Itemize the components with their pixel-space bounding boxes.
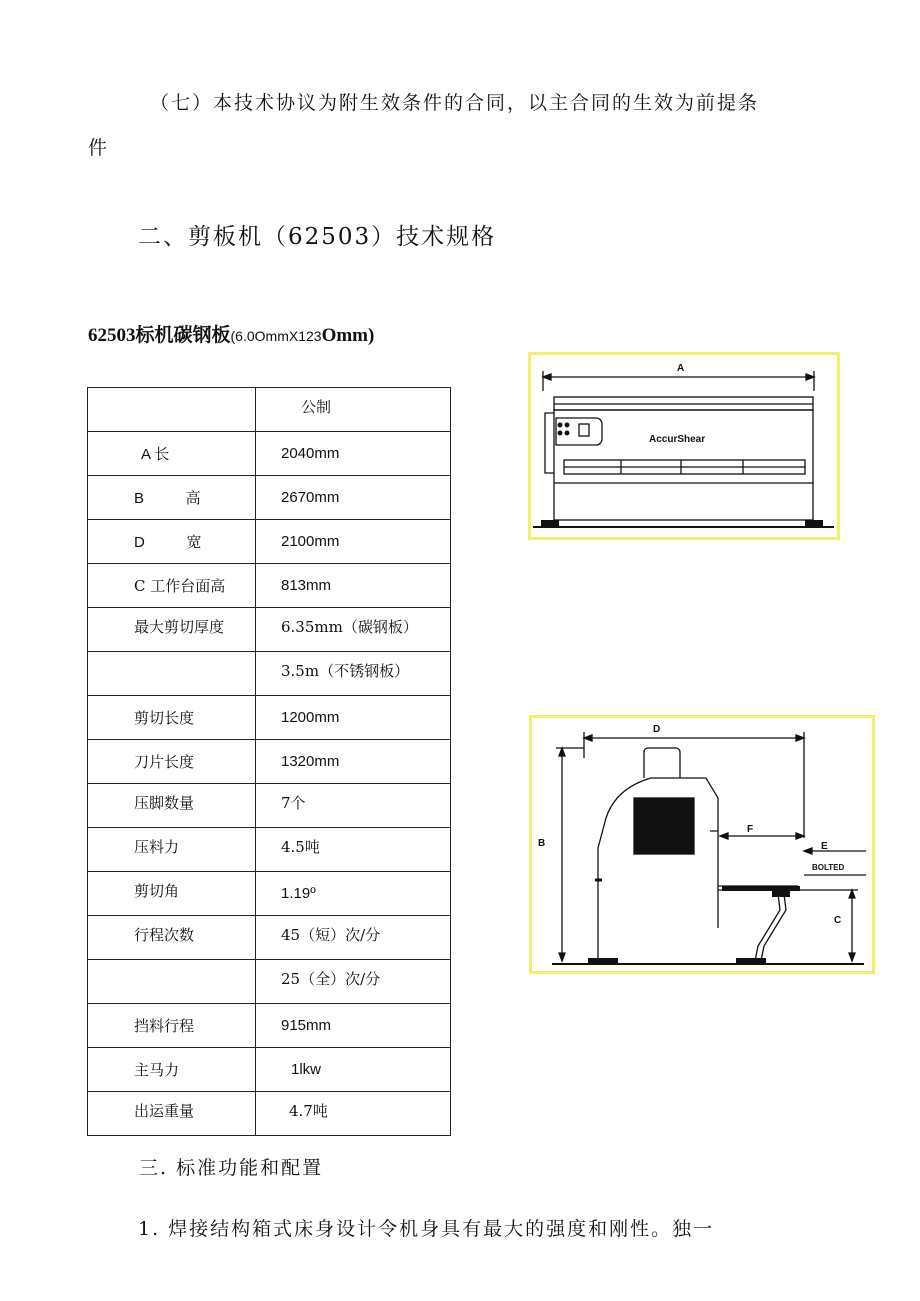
foot-rear: [588, 958, 618, 963]
dim-c-label: C: [834, 915, 842, 926]
table-row: [88, 608, 451, 652]
spec-dims-mid: X123: [288, 328, 322, 344]
row-value: 2670mm: [281, 489, 340, 506]
row-label: 剪切长度: [134, 709, 195, 727]
row-label: A 长: [141, 446, 170, 463]
row-label: 主马力: [134, 1061, 180, 1079]
brand-label: AccurShear: [649, 434, 706, 445]
row-label: 压料力: [134, 838, 180, 856]
table-row: [88, 784, 451, 828]
item-1-text: 1. 焊接结构箱式床身设计令机身具有最大的强度和刚性。独一: [138, 1218, 715, 1240]
row-value: 4.7吨: [289, 1102, 328, 1120]
intro-line-2: 件: [88, 137, 110, 159]
table-header-label: [88, 388, 256, 432]
row-value: 1lkw: [291, 1061, 322, 1078]
table-row: [88, 520, 451, 564]
figure-front-view: [528, 352, 840, 540]
table-header-row: [88, 388, 451, 432]
table-row: [88, 432, 451, 476]
row-label: [88, 960, 255, 968]
row-value: 813mm: [281, 577, 332, 594]
table-header-unit: 公制: [256, 388, 451, 432]
figure-side-view: [529, 715, 875, 974]
table-row: [88, 1092, 451, 1136]
table-row: [88, 1048, 451, 1092]
table-row: [88, 1004, 451, 1048]
row-label: D 宽: [134, 534, 202, 551]
foot-right: [805, 520, 823, 526]
dim-a-label: A: [677, 363, 685, 374]
row-value: 915mm: [281, 1017, 332, 1034]
table-row: [88, 564, 451, 608]
bolted-label: BOLTED: [812, 863, 845, 872]
row-label: B 高: [134, 490, 201, 507]
row-label: 行程次数: [134, 926, 195, 944]
dim-d-label: D: [653, 724, 661, 735]
row-value: 25（全）次/分: [281, 970, 381, 988]
table-row: [88, 652, 451, 696]
row-value: 1320mm: [281, 753, 340, 770]
row-value: 3.5m（不锈钢板）: [281, 662, 410, 680]
section-3-heading: 三. 标准功能和配置: [139, 1157, 324, 1179]
intro-line-1: （七）本技术协议为附生效条件的合同，以主合同的生效为前提条: [150, 92, 760, 114]
row-label: [88, 652, 255, 660]
dim-f-label: F: [747, 824, 754, 835]
row-label: 剪切角: [134, 882, 180, 900]
row-value: 45（短）次/分: [281, 926, 381, 944]
front-view-drawing: [531, 355, 837, 537]
foot-front: [736, 958, 766, 963]
table-row: [88, 740, 451, 784]
table-row: [88, 696, 451, 740]
table-row: [88, 916, 451, 960]
spec-dims-suffix: Omm): [321, 325, 375, 346]
foot-left: [541, 520, 559, 526]
dim-b-label: B: [538, 838, 546, 849]
spec-label: 标机碳钢板: [135, 324, 231, 346]
row-label: C 工作台面高: [134, 577, 226, 595]
spec-table: [87, 387, 451, 1136]
row-value: 1200mm: [281, 709, 340, 726]
row-label: 压脚数量: [134, 794, 195, 812]
side-view-drawing: [532, 718, 872, 971]
row-value: 2040mm: [281, 445, 340, 462]
row-label: 出运重量: [134, 1102, 195, 1120]
leg-bracket: [772, 890, 790, 897]
row-label: 刀片长度: [134, 753, 195, 771]
row-label: 挡料行程: [134, 1017, 195, 1035]
row-value: 4.5吨: [281, 838, 320, 856]
table-row: [88, 872, 451, 916]
row-label: 最大剪切厚度: [134, 618, 225, 636]
section-2-heading: 二、剪板机（62503）技术规格: [138, 224, 497, 250]
row-value: 6.35mm（碳钢板）: [281, 618, 418, 636]
row-value: 2100mm: [281, 533, 340, 550]
table-row: [88, 828, 451, 872]
dim-e-label: E: [821, 841, 828, 852]
spec-title: [88, 320, 374, 347]
row-value: 7个: [281, 794, 306, 812]
spec-model: 62503: [88, 325, 136, 346]
row-value: 1.19º: [281, 885, 316, 902]
table-row: [88, 476, 451, 520]
spec-dims-prefix: (6.0Omm: [230, 328, 289, 344]
table-row: [88, 960, 451, 1004]
